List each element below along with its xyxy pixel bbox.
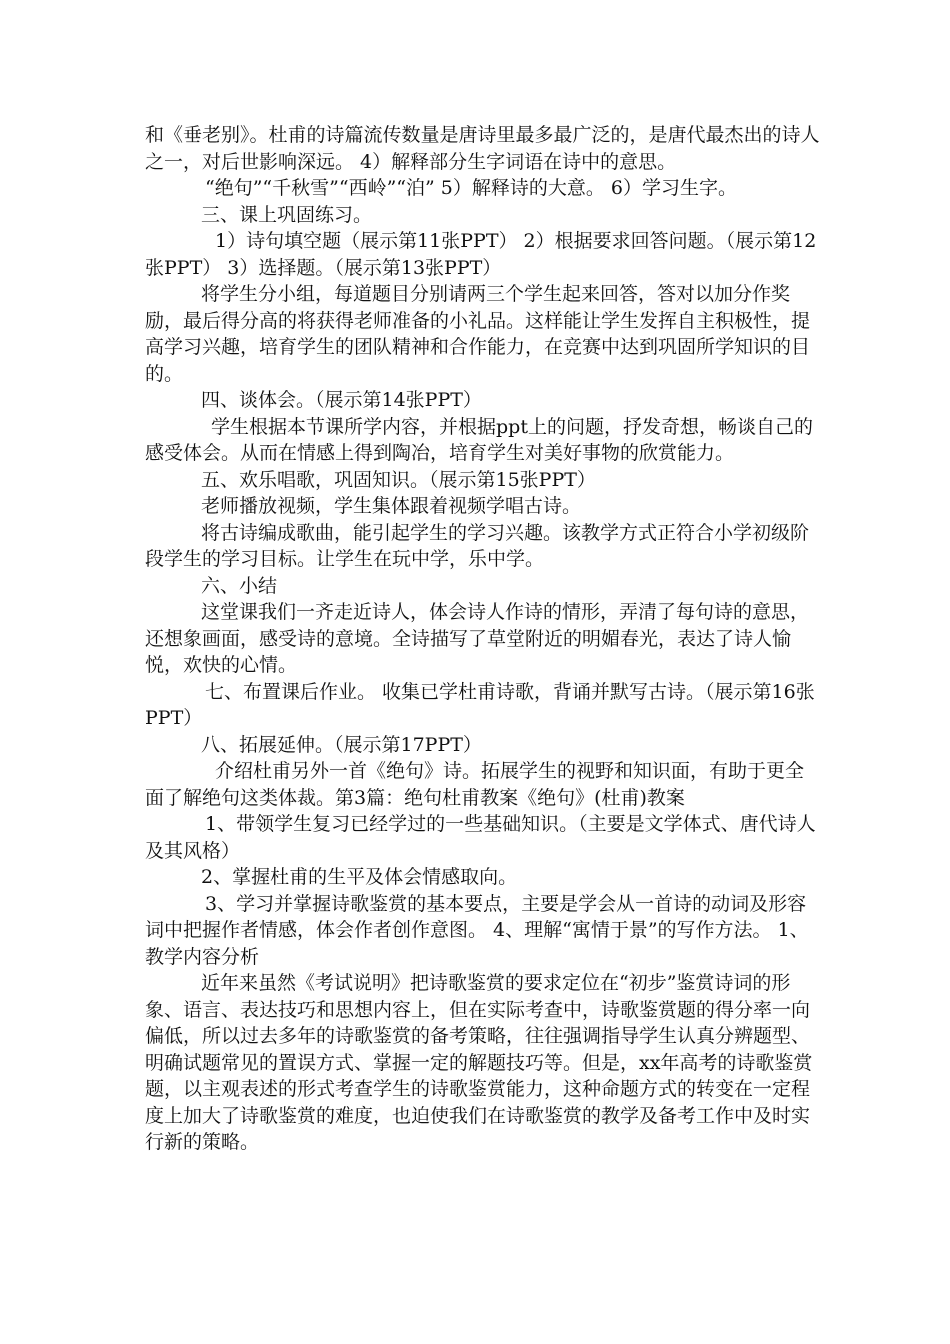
paragraph-intro-continuation: 和《垂老别》。杜甫的诗篇流传数量是唐诗里最多最广泛的，是唐代最杰出的诗人之一，对后世影响深远。 4）解释部分生字词语在诗中的意思。 [145, 124, 820, 173]
paragraph-song: 将古诗编成歌曲，能引起学生的学习兴趣。该教学方式正符合小学初级阶段学生的学习目标。让学生在玩中学，乐中学。 [145, 521, 810, 570]
paragraph-summary: 这堂课我们一齐走近诗人，体会诗人作诗的情形，弄清了每句诗的意思，还想象画面，感受诗的意境。全诗描写了草堂附近的明媚春光，表达了诗人愉悦，欢快的心情。 [145, 601, 810, 676]
section-heading-5: 五、欢乐唱歌，巩固知识。（展示第15张PPT） [201, 468, 596, 491]
document-body [145, 122, 821, 1156]
paragraph-extension: 介绍杜甫另外一首《绝句》诗。拓展学生的视野和知识面，有助于更全面了解绝句这类体裁。第3篇：绝句杜甫教案《绝句》(杜甫)教案 [145, 760, 805, 809]
paragraph-group-activity: 将学生分小组，每道题目分别请两三个学生起来回答，答对以加分作奖励，最后得分高的将获得老师准备的小礼品。这样能让学生发挥自主积极性，提高学习兴趣，培育学生的团队精神和合作能力，在竞赛中达到巩固所学知识的目的。 [145, 283, 811, 385]
section-heading-7: 七、布置课后作业。 收集已学杜甫诗歌，背诵并默写古诗。（展示第16张PPT） [145, 680, 815, 729]
section-heading-8: 八、拓展延伸。（展示第17PPT） [201, 733, 482, 756]
paragraph-key-words: “绝句”“千秋雪”“西岭”“泊” 5）解释诗的大意。 6）学习生字。 [205, 177, 737, 199]
section-heading-6: 六、小结 [201, 574, 278, 597]
section-heading-4: 四、谈体会。（展示第14张PPT） [201, 389, 482, 411]
objective-2: 2、掌握杜甫的生平及体会情感取向。 [201, 866, 518, 888]
paragraph-analysis: 近年来虽然《考试说明》把诗歌鉴赏的要求定位在“初步”鉴赏诗词的形象、语言、表达技巧和思想内容上，但在实际考查中，诗歌鉴赏题的得分率一向偏低，所以过去多年的诗歌鉴赏的备考策略，往往强调指导学生认真分辨题型、明确试题常见的置误方式、掌握一定的解题技巧等。但是，xx年高考的诗歌鉴赏题，以主观表述的形式考查学生的诗歌鉴赏能力，这种命题方式的转变在一定程度上加大了诗歌鉴赏的难度，也迫使我们在诗歌鉴赏的教学及备考工作中及时实行新的策略。 [145, 972, 813, 1153]
paragraph-exercises: 1）诗句填空题（展示第11张PPT） 2）根据要求回答问题。（展示第12张PPT） 3）选择题。（展示第13张PPT） [145, 230, 817, 279]
objective-3: 3、学习并掌握诗歌鉴赏的基本要点，主要是学会从一首诗的动词及形容词中把握作者情感，体会作者创作意图。 4、理解“寓情于景”的写作方法。 1、教学内容分析 [145, 892, 809, 968]
paragraph-reflection: 学生根据本节课所学内容，并根据ppt上的问题，抒发奇想，畅谈自己的感受体会。从而在情感上得到陶冶，培育学生对美好事物的欣赏能力。 [145, 415, 813, 464]
section-heading-3: 三、课上巩固练习。 [201, 203, 373, 226]
objective-1: 1、带领学生复习已经学过的一些基础知识。（主要是文学体式、唐代诗人及其风格） [145, 813, 816, 862]
paragraph-video: 老师播放视频，学生集体跟着视频学唱古诗。 [201, 495, 582, 517]
